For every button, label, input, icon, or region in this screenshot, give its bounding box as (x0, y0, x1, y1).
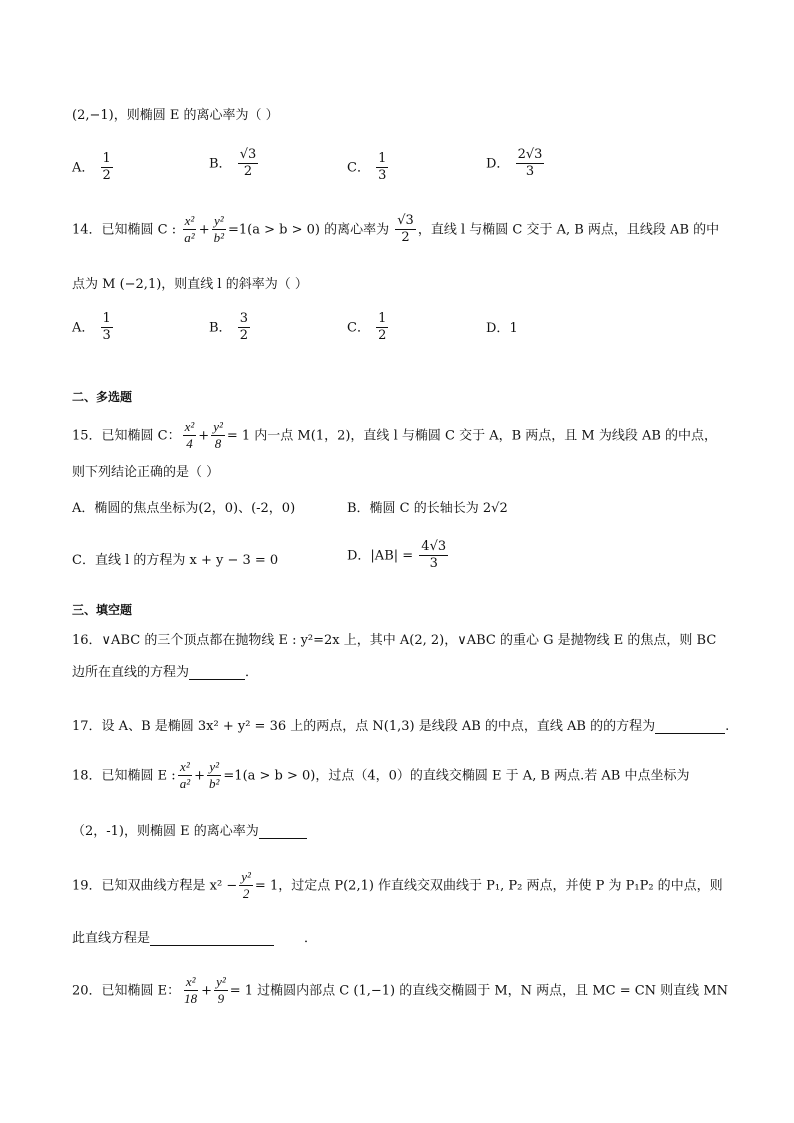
q14-option-d[interactable] (486, 322, 518, 335)
option-fraction: $\frac{1}{2}$ (378, 311, 387, 344)
option-fraction: $\frac{1}{3}$ (378, 151, 387, 184)
q13-option-a[interactable] (72, 152, 115, 184)
q14-option-c[interactable] (347, 312, 390, 344)
option-label: B． (209, 156, 232, 172)
answer-blank[interactable] (655, 720, 725, 734)
option-label: C． (347, 160, 370, 176)
option-fraction: $\frac{4√3}{3}$ (421, 539, 447, 572)
option-fraction: $\frac{1}{2}$ (102, 151, 111, 184)
fraction-y2-8: $\frac{\text{y²}}{8}$ (213, 419, 223, 452)
fraction-y2-9: $\frac{\text{y²}}{9}$ (216, 974, 226, 1007)
q19-stem-line1: 19．已知双曲线方程是 x² − $\frac{\text{y²}}{2}$ = 1，过定点 P(2,1) 作直线交双曲线于 P₁, P₂ 两点，并使 P 为 P₁P₂ 的中点，则 (72, 869, 723, 902)
fraction-y2-b2: $\frac{\text{y²}}{\text{b²}}$ (209, 759, 220, 792)
fraction-x2-a2: $\frac{\text{x²}}{\text{a²}}$ (179, 759, 191, 792)
option-fraction: $\frac{2√3}{3}$ (517, 147, 543, 180)
q13-stem-tail: (2,−1)，则椭圆 E 的离心率为（ ） (72, 108, 279, 123)
q13-option-c[interactable] (347, 152, 390, 184)
q19-stem-line2: 此直线方程是 ． (72, 931, 318, 946)
q16-stem-line1: 16．∨ABC 的三个顶点都在抛物线 E : y²=2x 上，其中 A(2, 2)，∨ABC 的重心 G 是抛物线 E 的焦点，则 BC (72, 633, 717, 648)
section-heading-fill-in: 三、填空题 (72, 603, 133, 617)
fraction-y2-2: $\frac{\text{y²}}{2}$ (241, 869, 251, 902)
q17-stem: 17．设 A、B 是椭圆 3x² + y² = 36 上的两点，点 N(1,3) 是线段 AB 的中点，直线 AB 的的方程为 . (72, 719, 730, 734)
fraction-eccentricity: $\frac{√3}{2}$ (397, 213, 414, 246)
answer-blank[interactable] (150, 932, 274, 946)
option-value: 1 (509, 321, 518, 336)
fraction-y2-b2: $\frac{\text{y²}}{\text{b²}}$ (213, 213, 224, 246)
option-label: C． (347, 320, 370, 336)
option-fraction: $\frac{3}{2}$ (239, 311, 248, 344)
q16-stem-line2: 边所在直线的方程为 ． (72, 665, 259, 680)
q15-option-d[interactable]: D．|AB| = $\frac{4√3}{3}$ (347, 539, 447, 572)
option-fraction: $\frac{1}{3}$ (102, 311, 111, 344)
option-label: B． (209, 320, 232, 336)
fraction-x2-18: $\frac{\text{x²}}{18}$ (184, 974, 198, 1007)
option-label: D． (486, 321, 510, 336)
fraction-x2-4: $\frac{\text{x²}}{4}$ (184, 419, 195, 452)
section-heading-multi-choice: 二、多选题 (72, 390, 133, 404)
option-label: A． (72, 160, 95, 176)
fraction-x2-a2: $\frac{\text{x²}}{\text{a²}}$ (184, 213, 195, 246)
q14-option-b[interactable] (209, 312, 252, 344)
q13-option-b[interactable] (209, 148, 260, 180)
answer-blank[interactable] (189, 666, 245, 680)
q15-stem-line1: 15．已知椭圆 C： $\frac{\text{x²}}{4}$ + $\frac{\text{y²}}{8}$ = 1 内一点 M(1，2)，直线 l 与椭圆 C 交于 A，B 两点，且 M 为线段 AB 的中点， (72, 419, 718, 452)
q13-option-d[interactable] (486, 148, 546, 180)
q20-stem: 20．已知椭圆 E： $\frac{\text{x²}}{18}$ + $\frac{\text{y²}}{9}$ = 1 过椭圆内部点 C (1,−1) 的直线交椭圆于 M，N 两点，且 MC = CN 则直线 MN (72, 974, 729, 1007)
q15-option-c[interactable]: C．直线 l 的方程为 x + y − 3 = 0 (72, 553, 279, 568)
q15-option-a[interactable]: A．椭圆的焦点坐标为(2，0)、(-2，0) (72, 501, 296, 516)
option-label: D． (486, 156, 510, 172)
q14-option-a[interactable] (72, 312, 115, 344)
option-label: A． (72, 320, 95, 336)
q14-stem-line1: 14．已知椭圆 C : $\frac{\text{x²}}{\text{a²}}$ + $\frac{\text{y²}}{\text{b²}}$ =1(a > b > 0) 的离心率为 $\frac{√3}{2}$ ，直线 l 与椭圆 C 交于 A, B 两点，且线段 AB 的中 (72, 213, 720, 246)
option-fraction: $\frac{√3}{2}$ (239, 147, 257, 180)
q15-stem-line2: 则下列结论正确的是（ ） (72, 465, 220, 480)
q14-stem-line2: 点为 M (−2,1)，则直线 l 的斜率为（ ） (72, 277, 308, 292)
q18-stem-line2: （2，-1)，则椭圆 E 的离心率为 (72, 825, 307, 839)
q18-stem-line1: 18．已知椭圆 E : $\frac{\text{x²}}{\text{a²}}$ + $\frac{\text{y²}}{\text{b²}}$ =1(a > b > 0)，过点（4，0）的直线交椭圆 E 于 A, B 两点.若 AB 中点坐标为 (72, 759, 690, 792)
q15-option-b[interactable]: B．椭圆 C 的长轴长为 2√2 (347, 501, 508, 516)
answer-blank[interactable] (259, 825, 307, 839)
